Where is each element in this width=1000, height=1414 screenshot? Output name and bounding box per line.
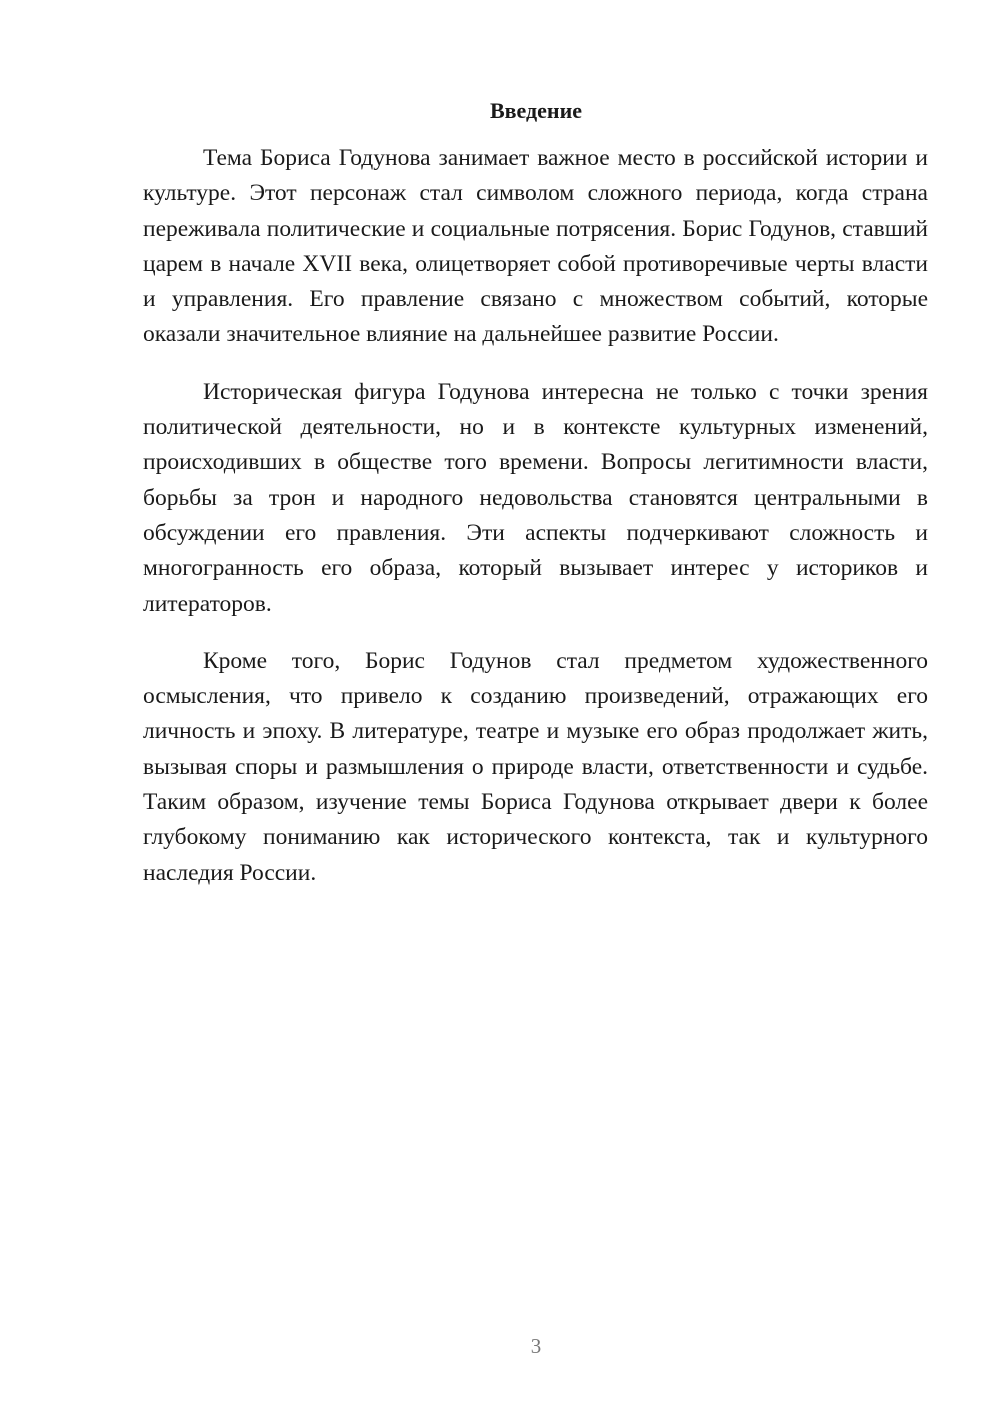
paragraph-artistic-legacy: Кроме того, Борис Годунов стал предметом художественного осмысления, что привело к созданию произведений, отражающих его личность и эпоху. В литературе, театре и музыке его образ продолжает жить, вызывая споры и размышления о природе власти, ответственности и судьбе. Таким образом, изучение темы Бориса Годунова открывает двери к более глубокому пониманию как исторического контекста, так и культурного наследия России. xyxy=(143,647,928,886)
paragraph-intro: Тема Бориса Годунова занимает важное место в российской истории и культуре. Этот персонаж стал символом сложного периода, когда страна переживала политические и социальные потрясения. Борис Годунов, ставший царем в начале XVII века, олицетворяет собой противоречивые черты власти и управления. Его правление связано с множеством событий, которые оказали значительное влияние на дальнейшее развитие России. xyxy=(143,145,928,348)
document-body xyxy=(143,141,928,891)
paragraph-historical-figure: Историческая фигура Годунова интересна не только с точки зрения политической деятельности, но и в контексте культурных изменений, происходивших в обществе того времени. Вопросы легитимности власти, борьбы за трон и народного недовольства становятся центральными в обсуждении его правления. Эти аспекты подчеркивают сложность и многогранность его образа, который вызывает интерес у историков и литераторов. xyxy=(143,378,928,617)
page-number: 3 xyxy=(530,1334,542,1358)
page-title: Введение xyxy=(489,98,583,123)
